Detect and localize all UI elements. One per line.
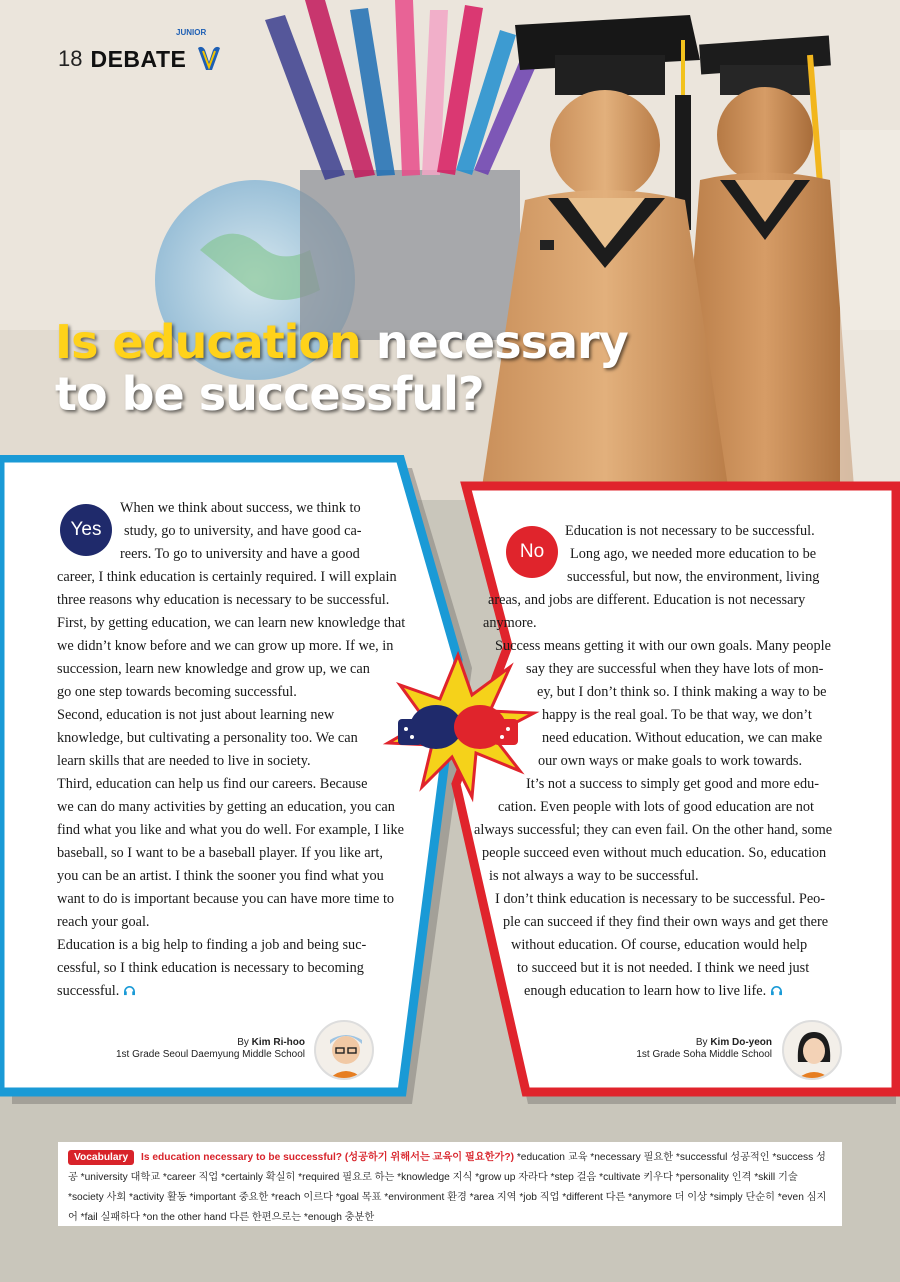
- yes-line: Third, education can help us find our careers. Because: [57, 776, 368, 792]
- no-author-avatar: [782, 1020, 842, 1080]
- no-line: our own ways or make goals to work towards.: [538, 753, 803, 769]
- headphones-icon[interactable]: [770, 985, 783, 996]
- no-line: I don’t think education is necessary to be successful. Peo-: [495, 891, 826, 907]
- yes-line: find what you like and what you do well. For example, I like: [57, 822, 405, 838]
- page-header: [58, 28, 224, 74]
- author-prefix: By: [695, 1037, 708, 1048]
- title-line2: to be successful?: [55, 367, 484, 421]
- no-line: ey, but I don’t think so. I think making a way to be: [537, 684, 827, 700]
- yes-line: Education is a big help to finding a job and being suc-: [57, 937, 367, 953]
- vocabulary-question: Is education necessary to be successful? (성공하기 위해서는 교육이 필요한가?): [141, 1152, 514, 1163]
- vocabulary-tag: Vocabulary: [68, 1150, 134, 1165]
- yes-line: Second, education is not just about learning new: [57, 707, 335, 723]
- no-line: Long ago, we needed more education to be: [570, 546, 817, 562]
- no-badge: No: [506, 526, 558, 578]
- no-author: [560, 1037, 772, 1061]
- yes-line: we didn’t know before and we can grow up more. If we, in: [57, 638, 394, 654]
- no-line: people succeed even without much education. So, education: [482, 845, 827, 861]
- yes-line: succession, learn new knowledge and grow up, we can: [57, 661, 370, 677]
- no-line: It’s not a success to simply get good and more edu-: [526, 776, 820, 792]
- vocabulary-words: *education 교육 *necessary 필요한 *successful 성공적인 *success 성공 *university 대학교 *career 직업 *certainly 확실히 *required 필요로 하는 *knowledge 지식 *grow up 자라다 *step 걸음 *cultivate 키우다 *personality 인격 *skill 기술 *society 사회 *activity 활동 *important 중요한 *reach 이르다 *goal 목표 *environment 환경 *area 지역 *job 직업 *different 다른 *anymore 더 이상 *simply 단순히 *even 심지어 *fail 실패하다 *on the other hand 다른 한편으로는 *enough 충분한: [68, 1152, 827, 1223]
- no-article: [0, 520, 900, 1003]
- no-line: Success means getting it with our own goals. Many people: [495, 638, 831, 654]
- page-title: [55, 316, 628, 420]
- yes-line: reach your goal.: [57, 914, 150, 930]
- section-title: DEBATE: [90, 45, 187, 72]
- yes-line: learn skills that are needed to live in society.: [57, 753, 311, 769]
- vocabulary-box: [58, 1142, 842, 1226]
- yes-line: go one step towards becoming successful.: [57, 684, 297, 700]
- yes-line: we can do many activities by getting an education, you can: [57, 799, 395, 815]
- yes-author-avatar: [314, 1020, 374, 1080]
- yes-line: cessful, so I think education is necessary to becoming: [57, 960, 364, 976]
- no-line: successful, but now, the environment, living: [567, 569, 820, 585]
- title-line1-rest: necessary: [360, 315, 628, 369]
- no-line: always successful; they can even fail. On the other hand, some: [474, 822, 833, 838]
- no-line: cation. Even people with lots of good education are not: [498, 799, 815, 815]
- junior-label: JUNIOR: [176, 28, 207, 37]
- no-line: need education. Without education, we can make: [542, 730, 823, 746]
- page-number: 18: [58, 46, 83, 71]
- no-last-line: [524, 980, 900, 1003]
- junior-v-logo: [194, 44, 224, 74]
- yes-author: [100, 1037, 305, 1061]
- author-name: Kim Ri-hoo: [251, 1037, 305, 1048]
- yes-line: knowledge, but cultivating a personality too. We can: [57, 730, 358, 746]
- no-line: ple can succeed if they find their own ways and get there: [503, 914, 829, 930]
- no-line: is not always a way to be successful.: [489, 868, 699, 884]
- no-line: say they are successful when they have lots of mon-: [526, 661, 824, 677]
- yes-line: successful.: [57, 983, 120, 999]
- yes-line: baseball, so I want to be a baseball player. If you like art,: [57, 845, 383, 861]
- no-line: enough education to learn how to live life.: [524, 983, 767, 999]
- yes-line: reers. To go to university and have a good: [120, 546, 360, 562]
- no-line: areas, and jobs are different. Education is not necessary: [488, 592, 806, 608]
- no-line: happy is the real goal. To be that way, we don’t: [542, 707, 812, 723]
- no-line: without education. Of course, education would help: [511, 937, 808, 953]
- yes-badge: Yes: [60, 504, 112, 556]
- author-school: 1st Grade Seoul Daemyung Middle School: [116, 1049, 305, 1060]
- yes-line: career, I think education is certainly required. I will explain: [57, 569, 397, 585]
- yes-line: When we think about success, we think to: [120, 500, 361, 516]
- yes-line: you can be an artist. I think the sooner you find what you: [57, 868, 384, 884]
- title-highlight: Is education: [55, 315, 361, 369]
- author-name: Kim Do-yeon: [710, 1037, 772, 1048]
- no-line: anymore.: [483, 615, 537, 631]
- author-school: 1st Grade Soha Middle School: [636, 1049, 772, 1060]
- no-line: Education is not necessary to be successful.: [565, 523, 815, 539]
- author-prefix: By: [237, 1037, 249, 1048]
- no-line: to succeed but it is not needed. I think we need just: [517, 960, 810, 976]
- yes-line: want to do is important because you can have more time to: [57, 891, 395, 907]
- yes-line: First, by getting education, we can learn new knowledge that: [57, 615, 406, 631]
- yes-line: study, go to university, and have good ca-: [124, 523, 362, 539]
- hero-photo: [0, 0, 900, 500]
- yes-line: three reasons why education is necessary to be successful.: [57, 592, 390, 608]
